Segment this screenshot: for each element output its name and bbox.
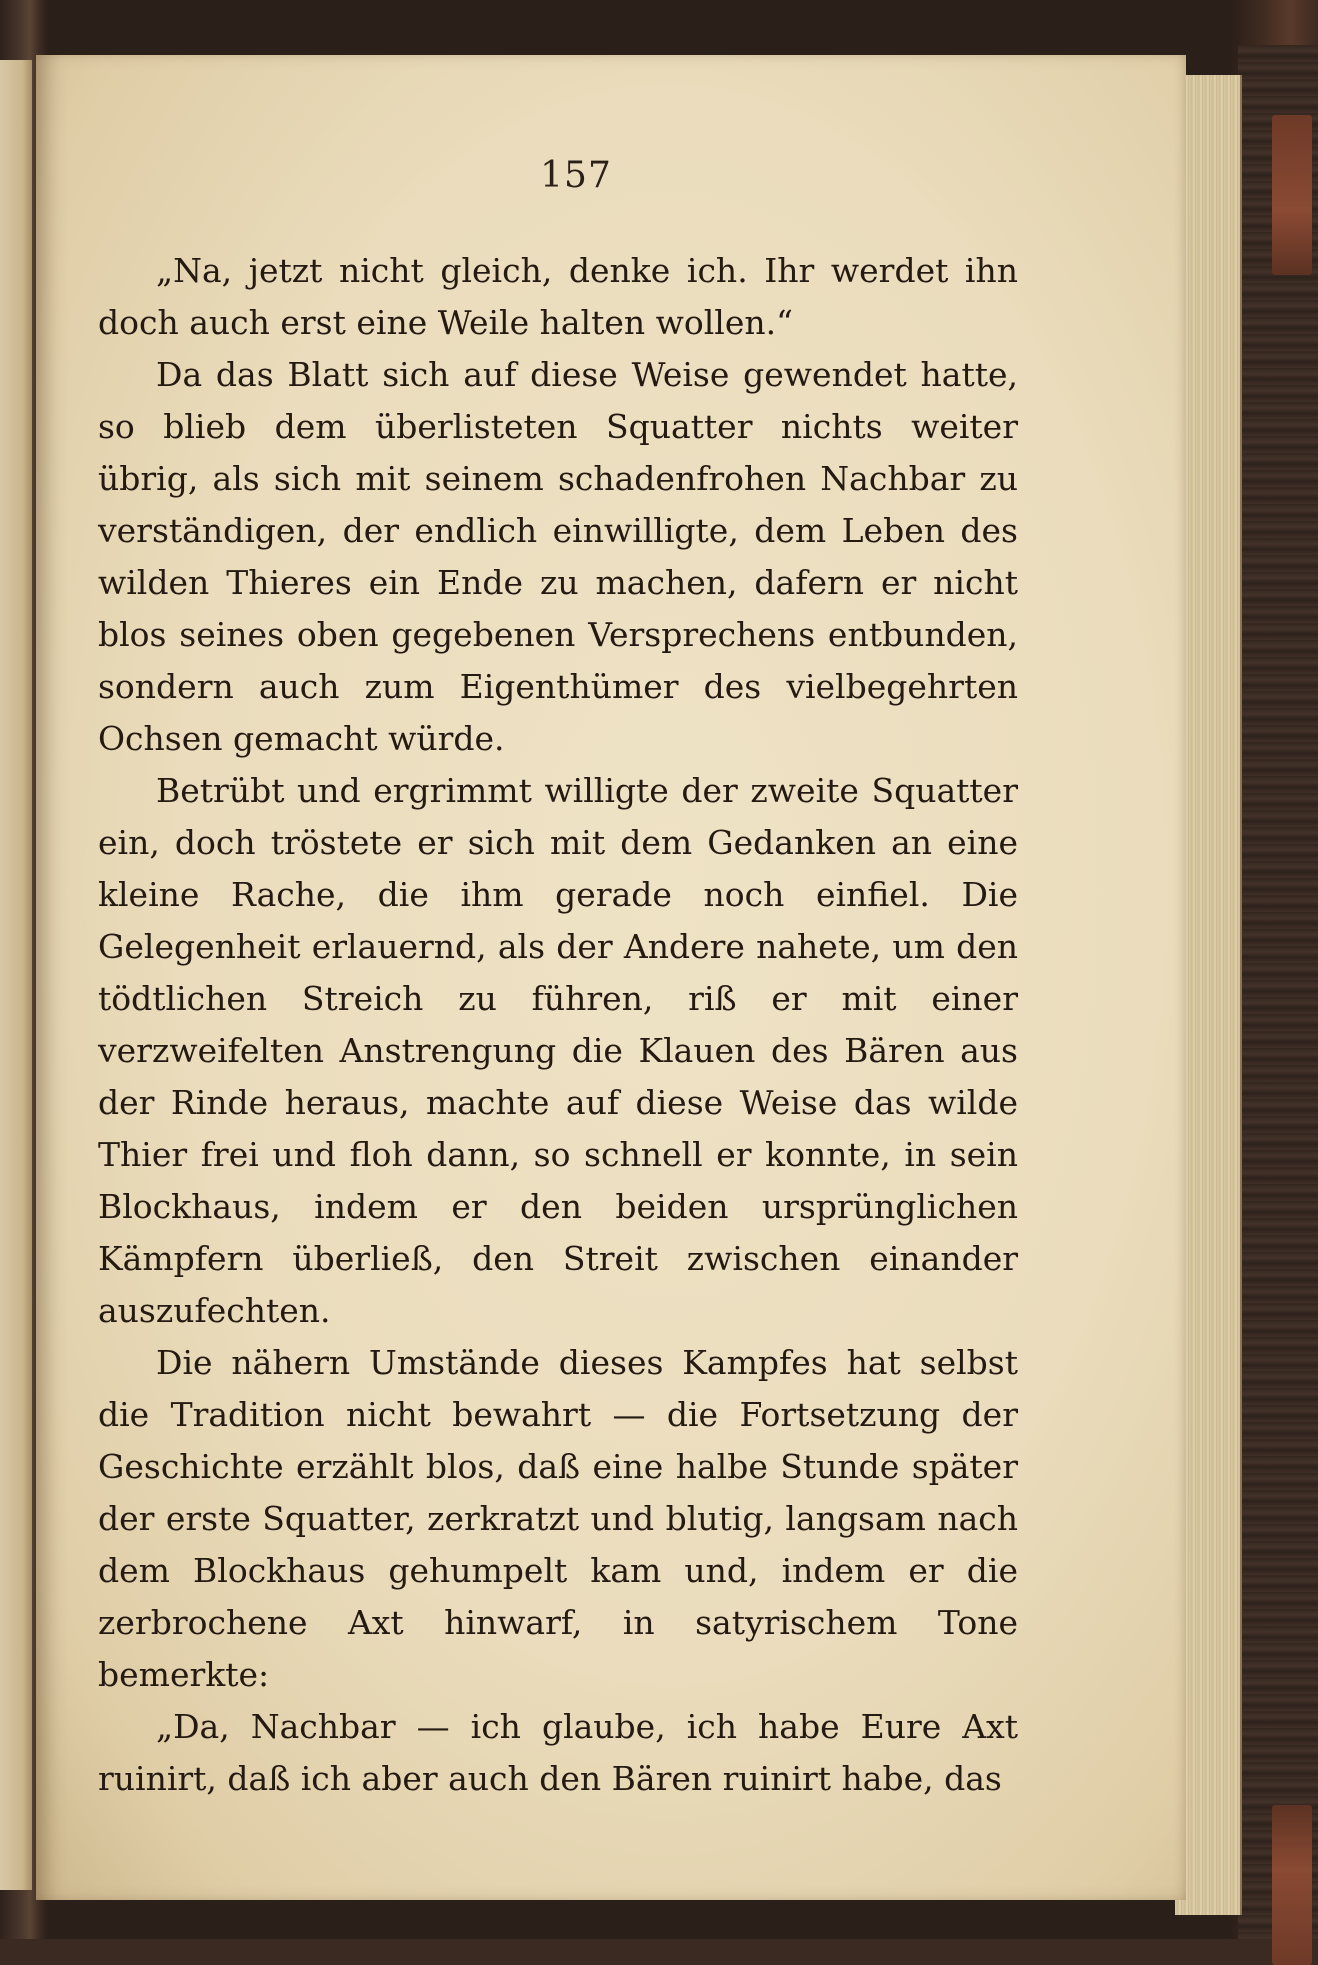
binding-corner-bottom xyxy=(1272,1805,1312,1965)
paragraph: Betrübt und ergrimmt willigte der zweite Squatter ein, doch tröstete er sich mit dem Gedanken an eine kleine Rache, die ihm gerade noch einfiel. Die Gelegenheit erlauernd, als der Andere nahete, um den tödtlichen Streich zu führen, riß er mit einer verzweifelten Anstrengung die Klauen des Bären aus der Rinde heraus, machte auf diese Weise das wilde Thier frei und floh dann, so schnell er konnte, in sein Blockhaus, indem er den beiden ursprünglichen Kämpfern überließ, den Streit zwischen einander auszufechten. xyxy=(98,771,1018,1330)
paragraph: „Na, jetzt nicht gleich, denke ich. Ihr werdet ihn doch auch erst eine Weile halten wollen.“ xyxy=(98,251,1018,342)
page-body-text xyxy=(98,245,1018,1805)
paragraph: Die nähern Umstände dieses Kampfes hat selbst die Tradition nicht bewahrt — die Fortsetzung der Geschichte erzählt blos, daß eine halbe Stunde später der erste Squatter, zerkratzt und blutig, langsam nach dem Blockhaus gehumpelt kam und, indem er die zerbrochene Axt hinwarf, in satyrischem Tone bemerkte: xyxy=(98,1343,1018,1694)
binding-corner-top xyxy=(1272,115,1312,275)
paragraph: Da das Blatt sich auf diese Weise gewendet hatte, so blieb dem überlisteten Squatter nichts weiter übrig, als sich mit seinem schadenfrohen Nachbar zu verständigen, der endlich einwilligte, dem Leben des wilden Thieres ein Ende zu machen, dafern er nicht blos seines oben gegebenen Versprechens entbunden, sondern auch zum Eigenthümer des vielbegehrten Ochsen gemacht würde. xyxy=(98,355,1018,758)
book-cover-edge xyxy=(1238,45,1318,1939)
book-page xyxy=(36,55,1186,1900)
paragraph: „Da, Nachbar — ich glaube, ich habe Eure Axt ruinirt, daß ich aber auch den Bären ruinirt habe, das xyxy=(98,1707,1018,1798)
left-page-edge xyxy=(0,60,32,1890)
page-number: 157 xyxy=(540,155,612,196)
